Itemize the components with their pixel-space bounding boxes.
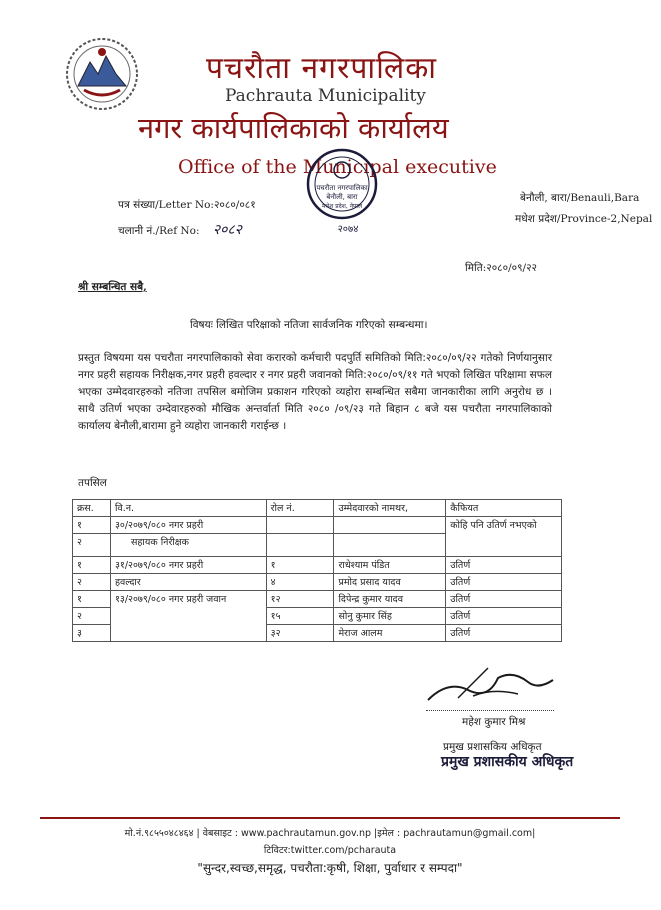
table-cell [334,534,446,557]
table-cell: सहायक निरीक्षक [110,534,266,557]
table-cell: ३२ [266,625,334,642]
municipality-logo [64,36,140,112]
table-cell: १ [73,591,111,608]
table-header-row [73,500,562,517]
letter-date: मिति:२०८०/०९/२२ [465,262,537,274]
header-cell: उम्मेदवारको नामथर, [334,500,446,517]
municipality-title-np: पचरौता नगरपालिका [206,51,438,86]
table-cell: १३/२०७९/०८० नगर प्रहरी जवान [110,591,266,642]
table-cell: हवल्दार [110,574,266,591]
table-cell: १ [73,517,111,534]
stamp-text-bottom: मधेश प्रदेश, नेपाल [321,203,363,210]
header-cell: कैफियत [446,500,562,517]
handwritten-signature [418,660,558,710]
signature-line [426,710,554,711]
table-cell: उतिर्ण [446,608,562,625]
table-cell: दिपेन्द्र कुमार यादव [334,591,446,608]
table-cell [334,517,446,534]
table-cell: उतिर्ण [446,625,562,642]
table-cell: २ [73,574,111,591]
tapsil-label: तपसिल [78,477,107,489]
table-cell: ३१/२०७९/०८० नगर प्रहरी [110,557,266,574]
ref-number [118,220,242,239]
table-cell: ३०/२०७९/०८० नगर प्रहरी [110,517,266,534]
results-table [72,499,562,642]
address-line-1: बेनौली, बारा/Benauli,Bara [520,192,640,204]
ref-number-value: २०८२ [212,222,242,238]
table-cell: कोहि पनि उतिर्ण नभएको [446,517,562,557]
header-cell: रोल नं. [266,500,334,517]
table-cell: ४ [266,574,334,591]
table-cell: उतिर्ण [446,557,562,574]
table-cell: २ [73,608,111,625]
footer-slogan: "सुन्दर,स्वच्छ,समृद्ध, पचरौता:कृषी, शिक्षा, पुर्वाधार र सम्पदा" [197,861,463,875]
letter-body: प्रस्तुत विषयमा यस पचरौता नगरपालिकाको सेवा करारको कर्मचारी पदपुर्ति समितिको मिति:२०८०/०९/२२ गतेको निर्णयानुसार नगर प्रहरी सहायक निरीक्षक,नगर प्रहरी हवल्दार र नगर प्रहरी जवानको मिति:२०८०/०९/११ गते भएको लिखित परिक्षामा सफल भएका उम्मेदवारहरुको नतिजा तपसिल बमोजिम प्रकाशन गरिएको व्यहोरा सम्बन्धित सबैमा जानकारीका लागि अनुरोध छ । साथै उतिर्ण भएका उम्देवारहरुको मौखिक अन्तर्वार्ता मिति २०८० /०९/२३ गते बिहान ८ बजे यस पचरौता नगरपालिकाको कार्यालय बेनौली,बारामा हुने व्यहोरा जानकारी गराईन्छ । [78,352,552,432]
table-cell: १ [266,557,334,574]
table-cell: ३ [73,625,111,642]
header-cell: वि.न. [110,500,266,517]
recipient: श्री सम्बन्धित सबै, [78,281,147,293]
table-cell: २ [73,534,111,557]
ref-number-label: चलानी नं./Ref No: [118,225,200,237]
table-cell [266,517,334,534]
table-row [73,517,562,534]
table-cell: उतिर्ण [446,574,562,591]
header-cell: क्रस. [73,500,111,517]
office-title-np: नगर कार्यपालिकाको कार्यालय [138,111,449,145]
official-stamp [296,140,388,236]
table-row [73,574,562,591]
table-cell: १२ [266,591,334,608]
table-cell: १ [73,557,111,574]
table-row [73,591,562,608]
table-cell [266,534,334,557]
footer-contact: मो.नं.९८५५०४८४६४ | वेबसाइट : www.pachrautamun.gov.np |इमेल : pachrautamun@gmail.com| [124,828,536,839]
municipality-title-en: Pachrauta Municipality [225,86,426,106]
office-title-en: Office of the Municipal executive [178,156,497,178]
address-line-2: मधेश प्रदेश/Province-2,Nepal [515,213,653,225]
table-cell: मेराज आलम [334,625,446,642]
stamp-text-mid: बेनौली, बारा [326,193,358,201]
table-cell: उतिर्ण [446,591,562,608]
stamp-number: २०७४ [337,224,359,235]
letter-number-label: पत्र संख्या/Letter No: [118,199,214,211]
table-cell: प्रमोद प्रसाद यादव [334,574,446,591]
letter-number-value: २०८०/०८१ [213,199,256,211]
footer-twitter: टिविटर:twitter.com/pcharauta [263,845,397,856]
footer-divider [40,817,620,819]
table-cell: १५ [266,608,334,625]
signatory-designation: प्रमुख प्रशासकिय अधिकृत [443,741,542,753]
stamp-text-top: पचरौता नगरपालिका [316,184,368,192]
table-cell: सोनु कुमार सिंह [334,608,446,625]
designation-stamp: प्रमुख प्रशासकीय अधिकृत [441,754,574,770]
table-cell: राधेश्याम पंडित [334,557,446,574]
letter-number [118,198,256,212]
signatory-name: महेश कुमार मिश्र [462,716,526,728]
table-row [73,557,562,574]
letter-subject: विषयः लिखित परिक्षाको नतिजा सार्वजनिक गरिएको सम्बन्धमा। [190,319,428,331]
